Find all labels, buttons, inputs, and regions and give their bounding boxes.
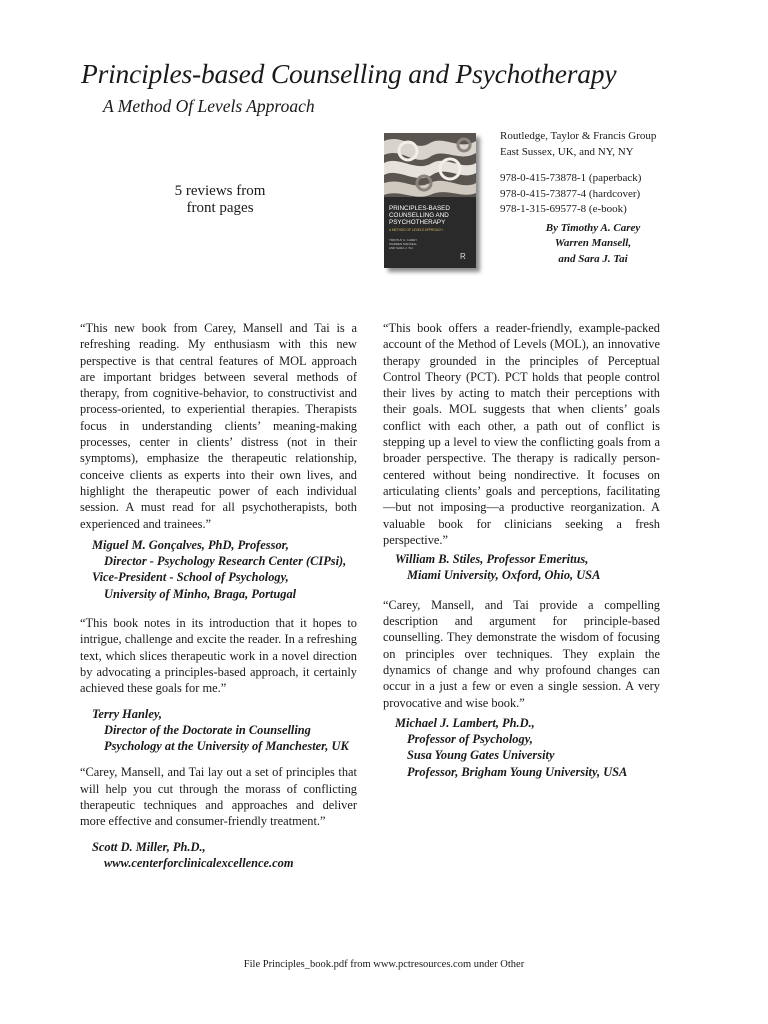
review bbox=[80, 764, 357, 871]
review-quote: “This book notes in its introduction that it hopes to intrigue, challenge and excite the reader. In a refreshing text, which slices therapeutic work in a novel direction by advocating a principles-based approach, it certainly achieved these goals for me.” bbox=[80, 616, 357, 696]
reviewer-affiliation: Professor, Brigham Young University, USA bbox=[407, 764, 628, 779]
author-line: and Sara J. Tai bbox=[558, 252, 628, 265]
review bbox=[383, 320, 660, 584]
reviewer-affiliation: Director - Psychology Research Center (CIPsi), bbox=[104, 554, 347, 569]
author-line: By Timothy A. Carey bbox=[545, 221, 641, 234]
reviewer-name: Michael J. Lambert, Ph.D., bbox=[395, 715, 535, 730]
cover-author: AND SARA J. TAI bbox=[389, 246, 413, 250]
isbn-item: 978-1-315-69577-8 (e-book) bbox=[500, 203, 627, 215]
publisher-location: East Sussex, UK, and NY, NY bbox=[500, 145, 634, 158]
page-footer: File Principles_book.pdf from www.pctresources.com under Other bbox=[243, 959, 525, 970]
reviewer-affiliation: Miami University, Oxford, Ohio, USA bbox=[407, 568, 601, 583]
reviewer-affiliation: www.centerforclinicalexcellence.com bbox=[104, 855, 294, 870]
book-cover bbox=[384, 133, 476, 268]
isbn-list bbox=[500, 171, 690, 218]
reviewer-name: Miguel M. Gonçalves, PhD, Professor, bbox=[92, 537, 289, 552]
reviews-note-line: 5 reviews from bbox=[174, 183, 266, 199]
review-attribution bbox=[80, 706, 357, 755]
page-subtitle: A Method Of Levels Approach bbox=[103, 96, 315, 116]
cover-pattern bbox=[384, 133, 476, 197]
review-quote: “This book offers a reader-friendly, example-packed account of the Method of Levels (MOL), an innovative therapy grounded in the principles of Perceptual Control Theory (PCT). PCT holds that people control their lives by acting to match their perceptions with their goals. MOL suggests that when clients’ goals conflict with each other, a path out of conflict is stepping up a level to view the conflicting goals from a broader perspective. The therapy is radically person-centered without being nondirective. It focuses on articulating clients’ goals and perceptions, facilitating —but not imposing—a productive reorganization. A valuable book for clinicians seeking a fresh perspective.” bbox=[383, 321, 660, 547]
page-title: Principles-based Counselling and Psychotherapy bbox=[81, 58, 617, 89]
reviewer-affiliation: Vice-President - School of Psychology, bbox=[92, 570, 289, 585]
reviewer-name: William B. Stiles, Professor Emeritus, bbox=[395, 552, 589, 567]
publisher-logo: R bbox=[460, 252, 466, 261]
reviewer-affiliation: University of Minho, Braga, Portugal bbox=[104, 586, 297, 601]
author-list bbox=[500, 221, 668, 268]
cover-author: WARREN MANSELL bbox=[389, 242, 418, 246]
review bbox=[80, 615, 357, 754]
cover-author: TIMOTHY A. CAREY bbox=[389, 238, 418, 242]
review-attribution bbox=[80, 839, 357, 872]
reviewer-name: Scott D. Miller, Ph.D., bbox=[92, 839, 206, 854]
publisher-name: Routledge, Taylor & Francis Group bbox=[500, 130, 657, 142]
reviewer-affiliation: Psychology at the University of Manchester, UK bbox=[104, 739, 349, 754]
cover-title-line: PRINCIPLES-BASED bbox=[389, 205, 450, 212]
cover-title-line: COUNSELLING AND bbox=[389, 212, 449, 219]
review-attribution bbox=[383, 551, 660, 584]
review bbox=[383, 597, 660, 780]
review-attribution bbox=[383, 715, 660, 780]
reviewer-affiliation: Director of the Doctorate in Counselling bbox=[104, 722, 311, 737]
cover-subtitle: A METHOD OF LEVELS APPROACH bbox=[389, 228, 443, 232]
reviews-column-left bbox=[80, 320, 357, 871]
isbn-item: 978-0-415-73877-4 (hardcover) bbox=[500, 187, 641, 200]
reviewer-affiliation: Susa Young Gates University bbox=[407, 748, 555, 763]
review bbox=[80, 320, 357, 602]
cover-title-line: PSYCHOTHERAPY bbox=[389, 219, 446, 226]
author-line: Warren Mansell, bbox=[554, 237, 632, 249]
isbn-item: 978-0-415-73878-1 (paperback) bbox=[500, 172, 642, 184]
reviews-column-right bbox=[383, 320, 660, 780]
reviewer-affiliation: Professor of Psychology, bbox=[407, 732, 533, 747]
publication-info bbox=[500, 129, 690, 267]
reviews-note bbox=[150, 183, 290, 217]
review-quote: “Carey, Mansell, and Tai provide a compelling description and argument for principle-based counselling. They demonstrate the wisdom of focusing on principles over techniques. They explain the dynamics of change and why profound changes can occur in a just a few or even a single session. A very provocative and wise book.” bbox=[383, 597, 660, 710]
review-quote: “This new book from Carey, Mansell and Tai is a refreshing reading. My enthusiasm with this new perspective is that central features of MOL approach are important bridges between several methods of therapy, from cognitive-behavior, to constructivist and process-oriented, to experiential therapies. Therapists focus in understanding clients’ meaning-making processes, center in clients’ distress (not in their symptoms), emphasize the therapeutic relationship, conceive clients as experts into their own lives, and highlight the therapeutic power of each individual session. A must read for all psychotherapists, both experienced and trainees.” bbox=[80, 321, 357, 531]
reviews-note-line: front pages bbox=[186, 200, 254, 216]
reviewer-name: Terry Hanley, bbox=[92, 706, 162, 721]
review-quote: “Carey, Mansell, and Tai lay out a set of principles that will help you cut through the morass of conflicting therapeutic techniques and approaches and deliver more effective and consumer-friendly treatment.” bbox=[80, 765, 357, 829]
review-attribution bbox=[80, 537, 357, 602]
